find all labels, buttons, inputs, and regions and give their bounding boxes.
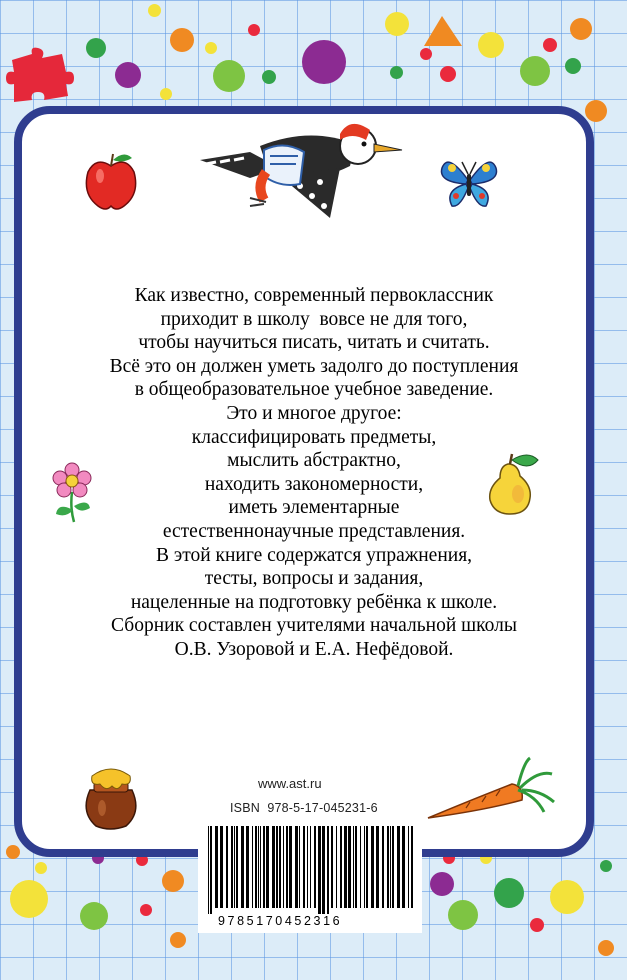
isbn-label: ISBN 978-5-17-045231-6: [230, 801, 378, 815]
description-line: Это и многое другое:: [226, 402, 402, 424]
barcode-bar: [252, 826, 253, 908]
barcode-bar: [210, 826, 212, 914]
barcode-bar: [226, 826, 228, 908]
barcode-bar: [286, 826, 288, 908]
barcode-bar: [263, 826, 265, 908]
description-line: нацеленные на подготовку ребёнка к школе.: [130, 591, 498, 613]
description-line: в общеобразовательное учебное заведение.: [134, 379, 494, 401]
barcode-bar: [234, 826, 235, 908]
book-description: [40, 284, 588, 662]
barcode-bar: [336, 826, 337, 908]
barcode-bar: [283, 826, 284, 908]
barcode-bar: [236, 826, 238, 908]
honey-pot-icon: [82, 762, 140, 830]
apple-icon: [84, 150, 138, 212]
description-line: естественнонаучные представления.: [162, 520, 466, 542]
barcode-bar: [289, 826, 292, 908]
description-line: находить закономерности,: [204, 473, 424, 495]
triangle-icon: [420, 14, 464, 48]
barcode-bar: [260, 826, 261, 908]
description-line: В этой книге содержатся упражнения,: [155, 544, 473, 566]
barcode-bar: [258, 826, 259, 908]
barcode-stripes: [198, 820, 422, 914]
barcode-bar: [371, 826, 374, 908]
description-line: Всё это он должен уметь задолго до поступления: [109, 355, 519, 377]
description-line: мыслить абстрактно,: [227, 450, 401, 472]
barcode-bar: [231, 826, 233, 908]
publisher-website[interactable]: www.ast.ru: [258, 776, 322, 791]
barcode-bar: [327, 826, 329, 914]
carrot-icon: [426, 756, 556, 824]
barcode-bar: [402, 826, 405, 908]
description-line: О.В. Узоровой и Е.А. Нефёдовой.: [174, 638, 454, 660]
description-line: тесты, вопросы и задания,: [204, 568, 424, 590]
barcode-bar: [215, 826, 218, 908]
barcode-bar: [344, 826, 347, 908]
description-line: приходит в школу вовсе не для того,: [160, 308, 468, 330]
barcode-bar: [255, 826, 257, 908]
barcode-bar: [340, 826, 342, 908]
butterfly-icon: [438, 152, 500, 212]
woodpecker-icon: [190, 106, 406, 226]
barcode-bar: [360, 826, 361, 908]
barcode-bar: [366, 826, 368, 908]
description-line: Сборник составлен учителями начальной школы: [111, 615, 517, 637]
barcode-bar: [295, 826, 298, 908]
barcode-bar: [411, 826, 413, 908]
barcode-bar: [246, 826, 249, 908]
barcode-bar: [303, 826, 305, 908]
barcode-bar: [220, 826, 223, 908]
barcode-bar: [397, 826, 400, 908]
barcode-bar: [318, 826, 321, 914]
barcode-bar: [353, 826, 354, 908]
barcode-bar: [314, 826, 316, 908]
barcode-bar: [322, 826, 325, 914]
barcode-bar: [376, 826, 379, 908]
barcode-bar: [387, 826, 389, 908]
barcode-bar: [310, 826, 311, 908]
barcode-bar: [392, 826, 394, 908]
barcode-bar: [364, 826, 365, 908]
description-line: иметь элементарные: [228, 497, 400, 519]
barcode-bar: [331, 826, 333, 908]
description-line: классифицировать предметы,: [191, 426, 437, 448]
barcode-bar: [299, 826, 300, 908]
barcode-bar: [408, 826, 409, 908]
description-line: чтобы научиться писать, читать и считать.: [138, 332, 490, 354]
barcode-bar: [279, 826, 281, 908]
barcode-bar: [266, 826, 269, 908]
barcode-bar: [348, 826, 351, 908]
barcode-bar: [307, 826, 308, 908]
puzzle-piece-icon: [4, 46, 76, 102]
barcode-bar: [390, 826, 391, 908]
barcode-bar: [355, 826, 357, 908]
description-line: Как известно, современный первоклассник: [134, 285, 494, 306]
barcode-digits: 9785170452316: [218, 914, 343, 928]
barcode-bar: [276, 826, 278, 908]
barcode-bar: [272, 826, 275, 908]
barcode-bar: [382, 826, 384, 908]
barcode-bar: [241, 826, 244, 908]
barcode-bar: [208, 826, 209, 914]
